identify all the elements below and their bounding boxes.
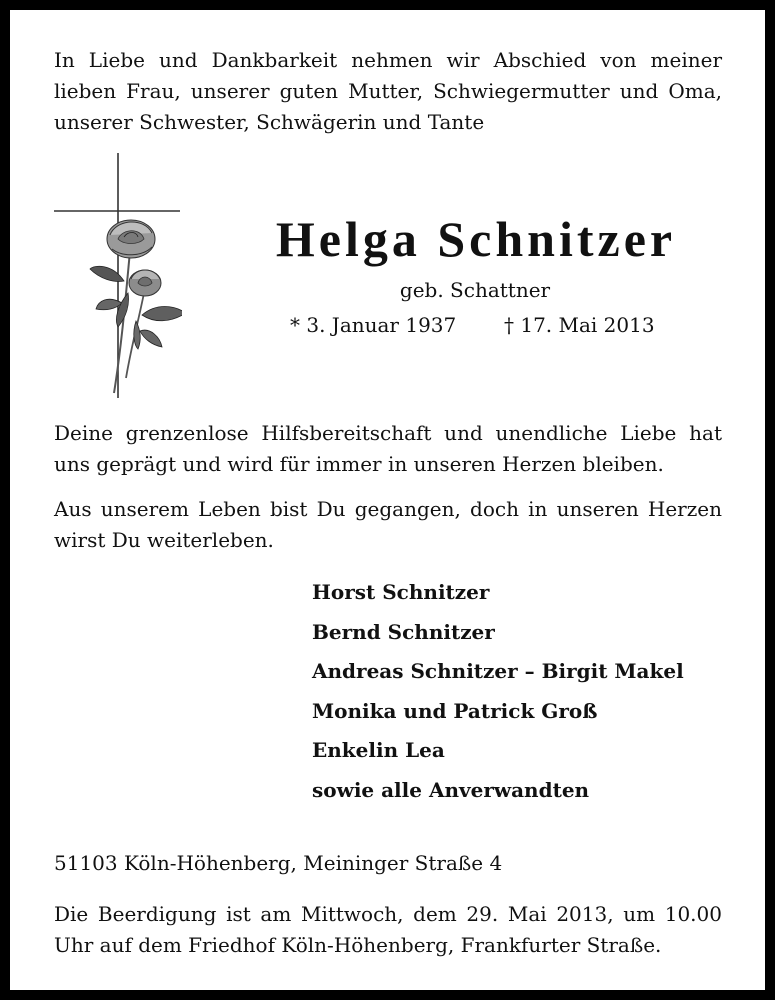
obituary-notice xyxy=(10,10,765,990)
signer-name: Andreas Schnitzer – Birgit Makel xyxy=(312,659,684,684)
birth-date: * 3. Januar 1937 xyxy=(290,313,457,337)
cross-with-rose-icon xyxy=(52,153,182,407)
deceased-name: Helga Schnitzer xyxy=(275,211,677,267)
maiden-name: geb. Schattner xyxy=(399,278,551,302)
signer-name: Bernd Schnitzer xyxy=(312,619,495,644)
funeral-info: Die Beerdigung ist am Mittwoch, dem 29. Mai 2013, um 10.00 Uhr auf dem Friedhof Köln-Höhenberg, Frankfurter Straße. xyxy=(54,902,722,957)
address: 51103 Köln-Höhenberg, Meininger Straße 4 xyxy=(54,851,503,875)
tribute-paragraph-2: Aus unserem Leben bist Du gegangen, doch in unseren Herzen wirst Du weiterleben. xyxy=(54,497,722,552)
signer-name: Monika und Patrick Groß xyxy=(312,698,598,723)
death-date: † 17. Mai 2013 xyxy=(504,313,655,337)
signer-name: sowie alle Anverwandten xyxy=(312,777,590,802)
signer-name: Horst Schnitzer xyxy=(312,580,490,604)
intro-text: In Liebe und Dankbarkeit nehmen wir Abschied von meiner lieben Frau, unserer guten Mutter, Schwiegermutter und Oma, unserer Schwester, Schwägerin und Tante xyxy=(54,48,722,134)
tribute-paragraph-1: Deine grenzenlose Hilfsbereitschaft und unendliche Liebe hat uns geprägt und wird für immer in unseren Herzen bleiben. xyxy=(54,421,722,476)
signer-name: Enkelin Lea xyxy=(312,738,445,763)
signers-list xyxy=(312,573,684,811)
